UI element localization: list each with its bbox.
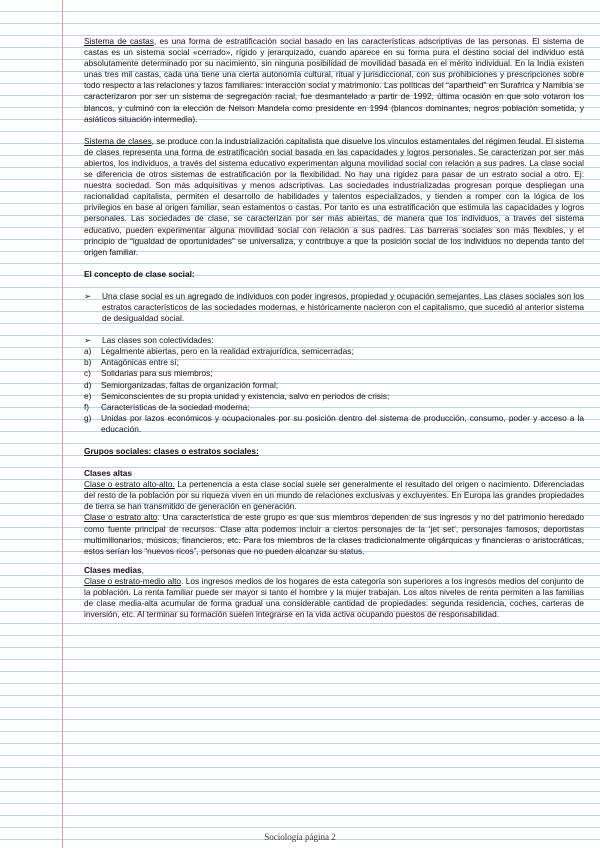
document-body	[84, 36, 584, 620]
heading-concepto: El concepto de clase social:	[84, 268, 195, 279]
term-alto-alto: Clase o estrato alto-alto.	[84, 479, 175, 490]
heading-clases-altas: Clases altas	[84, 468, 132, 479]
term-sistema-clases: Sistema de clases	[84, 135, 152, 146]
list-item: g) Unidas por lazos económicos y ocupacionales por su posición dentro del sistema de producción, consumo, poder y acceso a la educación.	[84, 412, 584, 434]
term-medio-alto: Clase o estrato-medio alto	[84, 575, 182, 586]
list-item: c) Solidarias para sus miembros;	[84, 368, 213, 379]
list-colectividades	[84, 346, 584, 435]
paragraph-medio-alto: Clase o estrato-medio alto. Los ingresos medios de los hogares de esta categoría son superiores a los ingresos medios del conjunto de la población. La renta familiar puede ser mayor si tanto el hombre y la mujer trabajan. Los altos niveles de renta permiten a las familias de clase media-alta acumular de forma gradual una considerable cantidad de propiedades: segunda residencia, coches, carteras de inversión, etc. Al terminar su formación suelen integrarse en la vida activa ocupando puestos de responsabilidad.	[84, 575, 584, 620]
page-footer: Sociología página 2	[264, 832, 336, 842]
heading-grupos-sociales: Grupos sociales: clases o estratos sociales:	[84, 446, 259, 456]
term-alto: Clase o estrato alto	[84, 512, 158, 523]
arrow-bullet-icon: ➢	[84, 290, 91, 301]
list-item: f) Características de la sociedad moderna;	[84, 401, 250, 412]
bullet-clase-social: ➢ Una clase social es un agregado de individuos con poder ingresos, propiedad y ocupación semejantes. Las clases sociales son los estratos característicos de las sociedades modernas, e históricamente nacieron con el capitalismo, que sucedió al anterior sistema de desigualdad social.	[84, 290, 584, 324]
list-item: d) Semiorganizadas, faltas de organización formal;	[84, 379, 279, 390]
list-item: b) Antagónicas entre sí;	[84, 357, 179, 368]
bullet-colectividades: ➢ Las clases son colectividades:	[84, 335, 214, 346]
paragraph-clases: Sistema de clases, se produce con la industrialización capitalista que disuelve los vínculos estamentales del régimen feudal. El sistema de clases representa una forma de estratificación social basada en las capacidades y logros personales. Se caracterizan por ser más abiertos, los individuos, a través del sistema educativo experimentan alguna movilidad social con relación a sus padres. La clase social se diferencia de otros sistemas de estratificación por la flexibilidad. No hay una rigidez para pasar de un estrato social a otro. Ej: nuestra sociedad. Son más adquisitivas y menos adscriptivas. Las sociedades industrializadas progresan porque despliegan una racionalidad capitalista, permiten el desarrollo de habilidades y talentos especializados, y tienden a romper con la lógica de los privilegios en base al origen familiar, sean estamentos o castas. Por tanto es una estratificación que estimula las capacidades y logros personales. Las sociedades de clase, se caracterizan por ser más abiertas, de manera que los individuos, a través del sistema educativo, pueden experimentar alguna movilidad social con relación a sus padres. Las barreras sociales son más flexibles, y el principio de “igualdad de oportunidades” se universaliza, y contribuye a que la posición social de los individuos no dependa tanto del origen familiar.	[84, 135, 584, 257]
heading-clases-medias: Clases medias,	[84, 564, 144, 575]
arrow-bullet-icon: ➢	[84, 335, 91, 346]
paragraph-alto: Clase o estrato alto. Una característica de este grupo es que sus miembros dependen de sus ingresos y no del patrimonio heredado como fuente principal de recursos. Clase alta podemos incluir a ciertos personajes de la ‘jet set’, personajes famosos, deportistas multimillonarios, músicos, financieros, etc. Para los miembros de la clases tradicionalmente oligárquicas y financieras o aristocráticas, estos serían los “nuevos ricos”, personas que no pueden alcanzar su status.	[84, 512, 584, 556]
paragraph-castas: Sistema de castas, es una forma de estratificación social basado en las características adscriptivas de las personas. El sistema de castas es un sistema social «cerrado», rígido y jerarquizado, cuando aparece en su forma pura el destino social del individuo está absolutamente determinado por su nacimiento, sin ninguna posibilidad de movilidad basada en el mérito individual. En la India existen unas tres mil castas, cada una tiene una cierta autonomía cultural, ritual y jurisdiccional, con sus prohibiciones y prescripciones sobre todo respecto a las relaciones y lazos familiares: interacción social y matrimonio. Las políticas del “apartheid” en Surafrica y Namibia se caracterizaron por ser un sistema de segregación racial, fue desmantelado a partir de 1992, última ocasión en que solo votaron los blancos, y culminó con la elección de Nelson Mandela como presidente en 1994 (blancos dominantes, negros población sometida, y asiáticos situación intermedia).	[84, 36, 584, 124]
list-item: a) Legalmente abiertas, pero en la realidad extrajurídica, semicerradas;	[84, 346, 354, 357]
notebook-margin-line	[62, 0, 63, 848]
term-sistema-castas: Sistema de castas	[84, 36, 154, 46]
paragraph-alto-alto: Clase o estrato alto-alto. La pertenencia a esta clase social suele ser generalmente el resultado del origen o nacimiento. Diferenciadas del resto de la población por su riqueza viven en un mundo de relaciones exclusivas y excluyentes. En Europa las grandes propiedades de tierra se han transmitido de generación en generación.	[84, 479, 584, 512]
list-item: e) Semiconscientes de su propia unidad y existencia, salvo en periodos de crisis;	[84, 390, 390, 401]
